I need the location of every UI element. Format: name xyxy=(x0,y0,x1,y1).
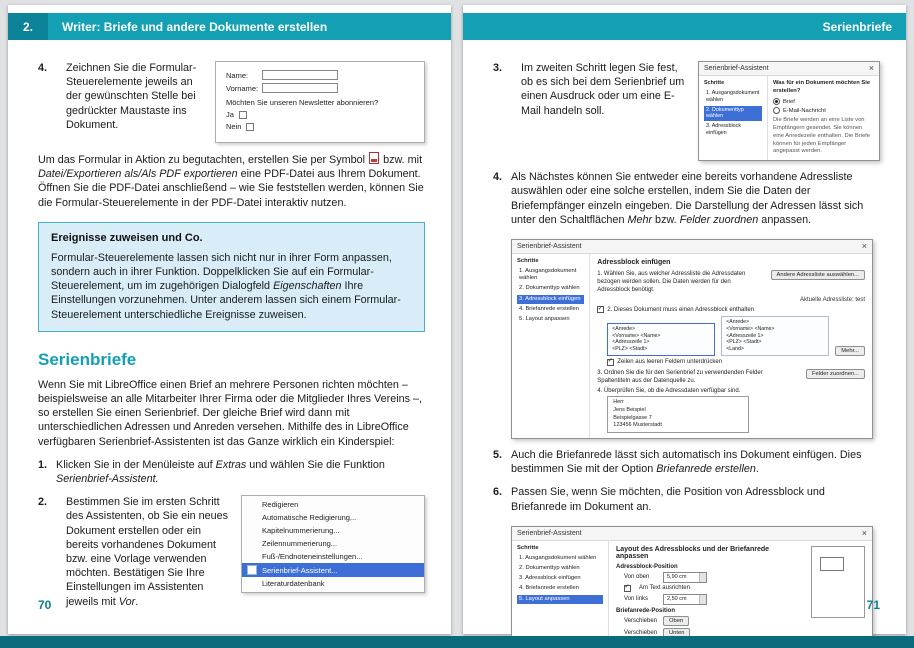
address-data-preview xyxy=(607,396,749,433)
align-text-row xyxy=(624,585,801,592)
list-item-4 xyxy=(38,61,425,143)
wizard-step-2: 2. Dokumenttyp wählen xyxy=(519,285,580,292)
right-content xyxy=(493,61,880,646)
suppress-empty-lines-label: Zeilen aus leeren Feldern unterdrücken xyxy=(617,359,722,366)
list-number: 3. xyxy=(493,62,503,74)
dialog-body xyxy=(512,541,872,645)
page-left xyxy=(8,5,451,634)
address-preview-2 xyxy=(721,316,829,356)
menu-item-redigieren: Redigieren xyxy=(262,500,299,510)
text-run: bzw. xyxy=(652,213,680,226)
wizard-step-1: 1. Ausgangsdokument wählen xyxy=(519,267,577,282)
dialog-title: Serienbrief-Assistent xyxy=(704,65,769,72)
page-number-left: 70 xyxy=(38,598,52,612)
extras-menu-screenshot xyxy=(241,495,425,593)
briefanrede-position-group: Briefanrede-Position xyxy=(616,607,676,614)
wizard-step-3: 3. Adressblock einfügen xyxy=(706,123,742,136)
dialog-main xyxy=(590,254,872,438)
infobox-title: Ereignisse zuweisen und Co. xyxy=(51,231,203,244)
footer-bar xyxy=(0,636,914,648)
list-number: 4. xyxy=(38,62,48,74)
steps-heading: Schritte xyxy=(704,80,725,86)
tip-infobox xyxy=(38,222,425,332)
preview-line: <Adresszeile 1> xyxy=(726,332,764,339)
ja-checkbox-icon xyxy=(239,111,247,119)
nein-checkbox-icon xyxy=(246,123,254,131)
form-vorname-label: Vorname: xyxy=(226,83,259,93)
nein-label: Nein xyxy=(226,122,242,131)
dialog-titlebar xyxy=(512,527,872,541)
right-header-bar xyxy=(463,13,906,40)
text-run: bzw. mit xyxy=(380,154,423,166)
infobox-body xyxy=(51,251,412,322)
step1-text xyxy=(56,458,425,486)
serienbriefe-intro: Wenn Sie mit LibreOffice einen Brief an mehrere Personen richten möchten – beispielsweise an alle Mitarbeiter Ihrer Firma oder die Mitglieder Ihres Vereins –, so erstellen Sie einen Serienbrief. Der gleiche Brief wird dann mit unterschiedlichen Adressen und Anreden versehen. Mithilfe des in LibreOffice verfügbaren Serienbrief-Assistenten ist das Ganze wirklich ein Kinderspiel: xyxy=(38,378,423,448)
wizard-step-5-active: 5. Layout anpassen xyxy=(517,595,603,604)
match-fields-row xyxy=(597,369,865,385)
step2-text xyxy=(66,495,231,609)
text-run: Klicken Sie in der Menüleiste auf xyxy=(56,458,216,471)
form-ja-row xyxy=(226,110,414,119)
menu-item-fussendnoten: Fuß-/Endnoteneinstellungen... xyxy=(262,552,363,562)
text-run: Auch die Briefanrede lässt sich automatisch ins Dokument einfügen. Dies bestimmen Sie mit der Option xyxy=(511,448,862,476)
form-name-label: Name: xyxy=(226,70,249,80)
form-vorname-row xyxy=(226,83,414,93)
list-item-2 xyxy=(38,495,425,609)
menu-item-zeilennummerierung: Zeilennummerierung... xyxy=(262,539,338,549)
address-preview-1 xyxy=(607,323,715,356)
move-up-button: Oben xyxy=(663,616,689,626)
preview-line: Jens Beispiel xyxy=(613,406,646,413)
option-brief-row xyxy=(773,98,874,105)
von-oben-row xyxy=(624,572,801,583)
match-fields-instruction: 3. Ordnen Sie die für den Serienbrief zu verwendenden Felder Spaltentiteln aus der Datenquelle zu. xyxy=(597,369,763,385)
dialog-title: Serienbrief-Assistent xyxy=(517,529,582,537)
dialog-main xyxy=(609,541,872,645)
section-heading-serienbriefe: Serienbriefe xyxy=(38,349,137,369)
move-up-label: Verschieben xyxy=(624,617,658,624)
document-type-hint: Die Briefe werden an eine Liste von Empfängern gesendet. Sie können eine Anredezeile enthalten. Die Briefe können für jeden Empfänger angepasst werden. xyxy=(773,117,871,155)
list-number: 6. xyxy=(493,486,503,499)
preview-line: Herr xyxy=(613,399,624,406)
text-run: . xyxy=(135,595,139,608)
form-newsletter-question: Möchten Sie unseren Newsletter abonnieren? xyxy=(226,98,379,107)
right-header-title: Serienbriefe xyxy=(822,19,892,34)
match-fields-button: Felder zuordnen... xyxy=(806,369,865,379)
preview-line: 123456 Musterstadt xyxy=(613,422,662,429)
preview-line: <Adresszeile 1> xyxy=(612,339,650,346)
von-links-label: Von links xyxy=(624,596,649,603)
menu-item-kapitelnummerierung: Kapitelnummerierung... xyxy=(262,526,340,536)
wizard-step-3: 3. Adressblock einfügen xyxy=(519,575,581,582)
pdf-export-icon xyxy=(369,152,379,164)
suppress-empty-lines-row xyxy=(607,359,865,366)
button-name-text: Vor xyxy=(118,595,136,608)
menu-item-label: Serienbrief-Assistent... xyxy=(262,565,338,575)
text-run: Als Nächstes können Sie entweder eine bereits vorhandene Adressliste auswählen oder eine solche erstellen, indem Sie die Daten der Briefempfänger einzeln eingeben. Die Darstellung der Adressen lässt sich unter den Schaltflächen xyxy=(511,171,864,226)
preview-line: <Vorname> <Name> xyxy=(726,325,775,332)
move-down-label: Verschieben xyxy=(624,629,658,636)
document-type-question: Was für ein Dokument möchten Sie erstellen? xyxy=(773,80,871,94)
page-right xyxy=(463,5,906,634)
left-header-bar xyxy=(48,13,451,40)
steps-heading: Schritte xyxy=(517,257,539,264)
radio-selected-icon xyxy=(773,98,780,105)
address-block-heading: Adressblock einfügen xyxy=(597,258,671,266)
dialog-body xyxy=(512,254,872,438)
list-number: 2. xyxy=(38,496,48,509)
page-number-right: 71 xyxy=(866,598,880,612)
button-name-text: Mehr xyxy=(627,213,653,226)
document-preview xyxy=(811,546,865,618)
layout-heading: Layout des Adressblocks und der Briefanrede anpassen xyxy=(616,545,770,560)
step6-text: Passen Sie, wenn Sie möchten, die Position von Adressblock und Briefanrede im Dokument an. xyxy=(511,486,825,513)
form-nein-row xyxy=(226,122,414,131)
text-run: anpassen. xyxy=(758,213,812,226)
menu-item-literaturdatenbank: Literaturdatenbank xyxy=(262,579,325,589)
form-name-row xyxy=(226,70,414,80)
form-screenshot xyxy=(215,61,425,143)
checkbox-checked-icon xyxy=(607,359,614,366)
text-run: eine PDF-Datei aus Ihrem Dokument. Öffnen Sie die PDF-Datei anschließend – wie Sie feststellen werden, können Sie die Formular-Steuerelemente in der PDF-Datei interaktiv nutzen. xyxy=(38,168,424,209)
step3-text: Im zweiten Schritt legen Sie fest, ob es sich bei dem Serienbrief um einen Ausdruck oder um eine E-Mail handeln soll. xyxy=(521,62,685,117)
preview-line: <Anrede> xyxy=(612,325,636,332)
text-run: . xyxy=(755,463,759,476)
preview-line: <PLZ> <Stadt> xyxy=(612,346,648,353)
chapter-number: 2. xyxy=(22,19,33,34)
von-links-spinner: 2,50 cm xyxy=(663,594,707,605)
dialog-name-text: Eigenschaften xyxy=(273,280,342,293)
wizard-step-2: 2. Dokumenttyp wählen xyxy=(519,564,580,571)
text-run: und wählen Sie die Funktion xyxy=(246,458,385,471)
form-vorname-field xyxy=(262,83,338,93)
text-run: Um das Formular in Aktion zu begutachten, erstellen Sie per Symbol xyxy=(38,154,369,166)
option-email-row xyxy=(773,107,874,114)
dialog-titlebar xyxy=(699,62,879,76)
preview-line: <Anrede> xyxy=(726,319,750,326)
function-name-text: Serienbrief-Assistent. xyxy=(56,473,159,486)
list-item-6 xyxy=(493,485,880,513)
wizard-dialog-layout xyxy=(511,526,873,646)
wizard-step-4: 4. Briefanrede erstellen xyxy=(519,305,579,312)
list-item-3 xyxy=(493,61,880,161)
list-item-1 xyxy=(38,458,425,486)
left-header xyxy=(8,13,451,40)
wizard-steps-panel xyxy=(699,76,768,160)
wizard-step-1: 1. Ausgangsdokument wählen xyxy=(519,554,597,561)
menu-item-serienbrief-assistent xyxy=(242,563,424,577)
text-run: Ihre Einstellungen vorzunehmen. Unter anderem lassen sich einem Formular-Steuerelement unterschiedliche Ereignisse zuweisen. xyxy=(51,280,401,321)
wizard-dialog-address-block xyxy=(511,239,873,439)
radio-icon xyxy=(773,107,780,114)
dialog-body xyxy=(699,76,879,160)
checkbox-checked-icon xyxy=(624,585,631,592)
option-brief-label: Brief xyxy=(783,98,795,105)
move-down-button: Unten xyxy=(663,628,690,638)
checkbox-checked-icon xyxy=(597,306,604,313)
menu-name-text: Extras xyxy=(215,458,247,471)
more-button: Mehr... xyxy=(835,346,865,356)
wizard-step-4: 4. Briefanrede erstellen xyxy=(519,585,579,592)
steps-heading: Schritte xyxy=(517,544,539,551)
wizard-step-1: 1. Ausgangsdokument wählen xyxy=(706,90,760,103)
preview-line: Beispielgasse 7 xyxy=(613,414,652,421)
close-icon: × xyxy=(868,63,874,73)
text-run: Formular-Steuerelemente lassen sich nicht nur in ihrer Form anpassen, sondern auch in ihrer Funktion. Doppelklicken Sie auf ein Formular-Steuerelement, um im zugehörigen Dialogfeld xyxy=(51,251,392,293)
button-name-text: Felder zuordnen xyxy=(679,213,759,226)
option-name-text: Briefanrede erstellen xyxy=(656,463,756,476)
wizard-steps-panel xyxy=(512,541,609,645)
wizard-step-3-active: 3. Adressblock einfügen xyxy=(517,295,584,304)
close-icon: × xyxy=(861,240,867,251)
align-text-label: Am Text ausrichten xyxy=(639,585,690,592)
menu-path-text: Datei/Exportieren als/Als PDF exportieren xyxy=(38,168,238,181)
address-block-previews xyxy=(607,316,865,356)
dialog-titlebar xyxy=(512,240,872,254)
list-number: 4. xyxy=(493,171,503,184)
chapter-number-box xyxy=(8,13,48,40)
menu-item-autom-redigierung: Automatische Redigierung... xyxy=(262,513,357,523)
dialog-title: Serienbrief-Assistent xyxy=(517,242,582,250)
preview-line: <PLZ> <Stadt> xyxy=(726,339,762,346)
left-header-title: Writer: Briefe und andere Dokumente erstellen xyxy=(62,19,328,34)
layout-controls xyxy=(616,546,801,640)
list-item-4 xyxy=(493,170,880,227)
select-other-address-list-button: Andere Adressliste auswählen... xyxy=(771,270,866,280)
wizard-icon xyxy=(247,565,257,575)
address-list-instruction: 1. Wählen Sie, aus welcher Adressliste die Adressdaten bezogen werden sollen. Die Daten werden für den Adressblock benötigt. xyxy=(597,270,746,294)
move-up-row xyxy=(624,616,801,626)
step5-text xyxy=(511,448,880,476)
preview-line: <Vorname> <Name> xyxy=(612,332,661,339)
address-block-checkbox-row xyxy=(597,306,865,313)
check-data-instruction: 4. Überprüfen Sie, ob die Adressdaten verfügbar sind. xyxy=(597,388,741,395)
step4-text: Zeichnen Sie die Formular-Steuerelemente jeweils an der gewünschten Stelle bei gedrückter Maustaste ins Dokument. xyxy=(66,62,197,131)
current-address-list: Aktuelle Adressliste: test xyxy=(799,297,865,304)
von-oben-label: Von oben xyxy=(624,574,650,581)
wizard-steps-panel xyxy=(512,254,590,438)
address-list-row xyxy=(597,270,865,294)
preview-line: <Land> xyxy=(726,346,744,353)
list-number: 5. xyxy=(493,448,503,461)
right-header xyxy=(463,13,906,40)
pdf-export-paragraph xyxy=(38,152,425,210)
wizard-step-2-active: 2. Dokumenttyp wählen xyxy=(704,106,762,122)
von-links-row xyxy=(624,594,801,605)
close-icon: × xyxy=(861,527,867,538)
wizard-step-5: 5. Layout anpassen xyxy=(519,316,570,323)
option-email-label: E-Mail-Nachricht xyxy=(783,107,826,114)
ja-label: Ja xyxy=(226,110,234,119)
text-run: Bestimmen Sie im ersten Schritt des Assistenten, ob Sie ein neues Dokument erstellen oder ein bereits vorhandenes Dokument bzw. eine Vorlage verwenden möchten. Bestätigen Sie Ihre Einstellungen im Assistenten jeweils mit xyxy=(66,496,229,608)
list-number: 1. xyxy=(38,458,48,471)
address-block-checkbox-label: 2. Dieses Dokument muss einen Adressblock enthalten xyxy=(607,306,755,313)
dialog-main xyxy=(768,76,879,160)
address-block-marker xyxy=(820,557,844,571)
von-oben-spinner: 5,90 cm xyxy=(663,572,707,583)
list-item-5 xyxy=(493,448,880,476)
address-block-position-group: Adressblock-Position xyxy=(616,563,678,570)
left-content xyxy=(38,61,425,609)
wizard-dialog-document-type xyxy=(698,61,880,161)
form-name-field xyxy=(262,70,338,80)
step4-text xyxy=(511,170,880,227)
